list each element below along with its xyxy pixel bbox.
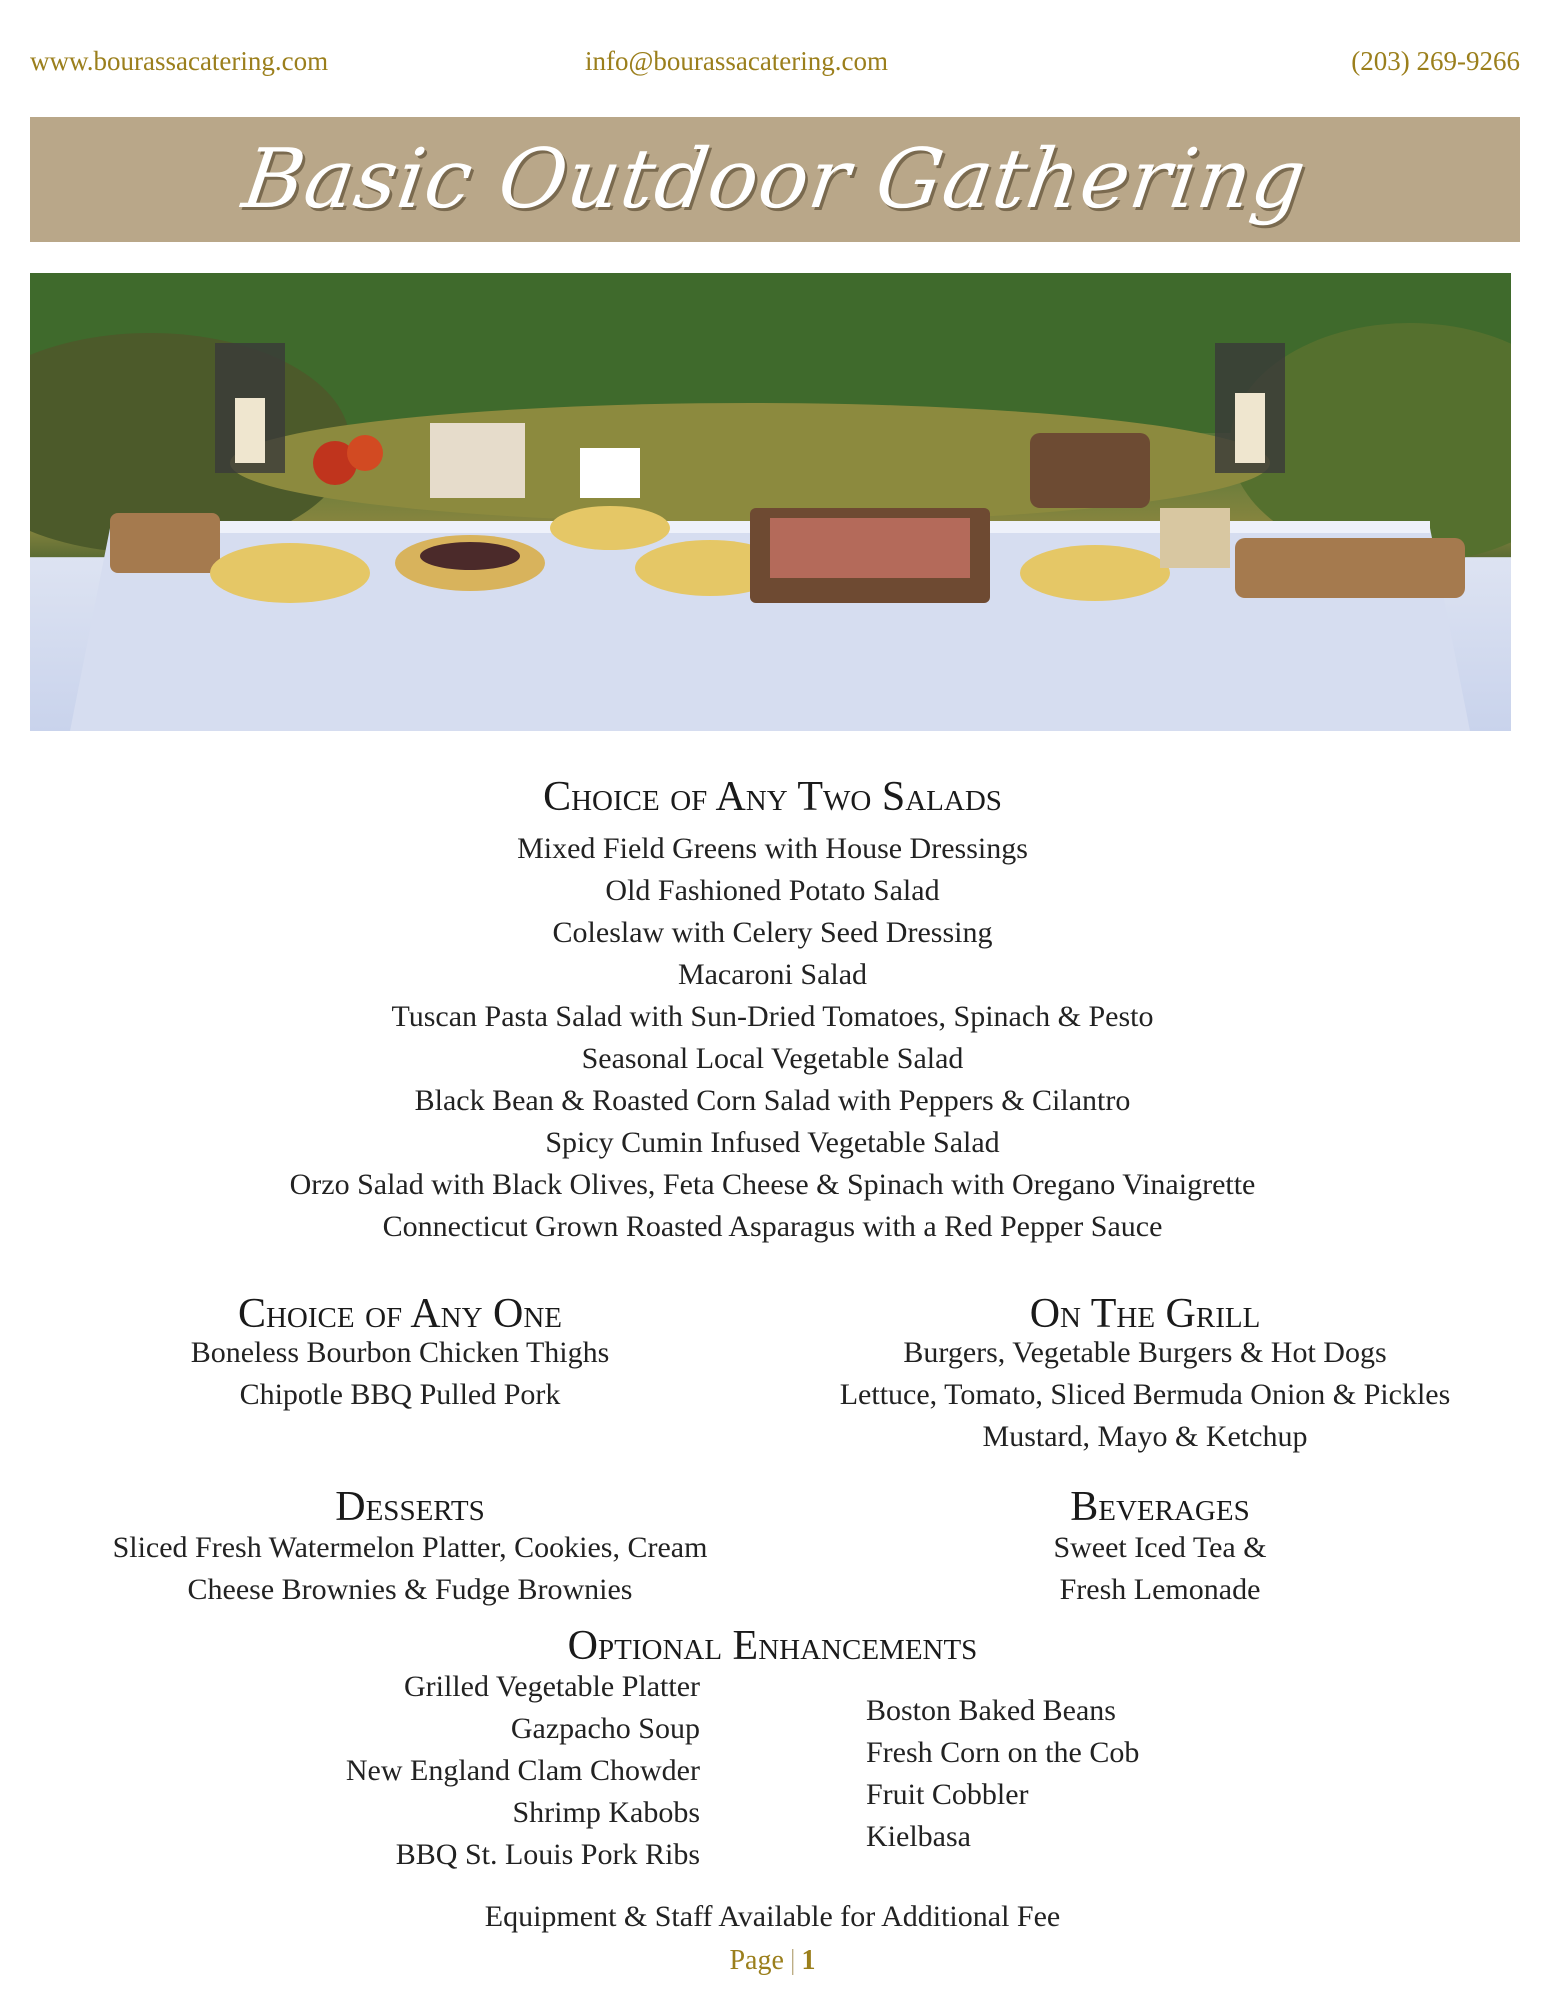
list-item: Gazpacho Soup bbox=[510, 1712, 700, 1745]
email-link[interactable]: info@bourassacatering.com bbox=[585, 46, 889, 76]
desserts-list bbox=[50, 1527, 770, 1611]
list-item: Sliced Fresh Watermelon Platter, Cookies, Cream bbox=[112, 1531, 708, 1564]
list-item: Coleslaw with Celery Seed Dressing bbox=[552, 916, 993, 949]
grill-heading: On The Grill bbox=[1029, 1291, 1261, 1337]
enhancements-list-right bbox=[866, 1690, 1316, 1858]
beverages-list bbox=[960, 1527, 1360, 1611]
beverages-heading: Beverages bbox=[1070, 1484, 1250, 1530]
list-item: Fresh Corn on the Cob bbox=[866, 1736, 1140, 1769]
page-number: 1 bbox=[801, 1945, 816, 1976]
list-item: Lettuce, Tomato, Sliced Bermuda Onion & Pickles bbox=[839, 1378, 1451, 1411]
flowers-2 bbox=[347, 435, 383, 471]
list-item: Fresh Lemonade bbox=[1059, 1573, 1261, 1606]
list-item: Burgers, Vegetable Burgers & Hot Dogs bbox=[903, 1336, 1387, 1369]
desserts-heading: Desserts bbox=[335, 1484, 485, 1530]
list-item: Old Fashioned Potato Salad bbox=[605, 874, 940, 907]
candle-left bbox=[235, 398, 265, 463]
salads-heading: Choice of Any Two Salads bbox=[543, 774, 1002, 820]
list-item: Mixed Field Greens with House Dressings bbox=[517, 832, 1028, 865]
napkin-box bbox=[430, 423, 525, 498]
bowl-1 bbox=[210, 543, 370, 603]
bowl-salad bbox=[1020, 545, 1170, 601]
phone-number[interactable]: (203) 269-9266 bbox=[1351, 46, 1520, 76]
list-item: Boneless Bourbon Chicken Thighs bbox=[190, 1336, 610, 1369]
buffet-photo bbox=[30, 273, 1511, 731]
grill-list bbox=[790, 1332, 1500, 1458]
list-item: Chipotle BBQ Pulled Pork bbox=[239, 1378, 561, 1411]
list-item: Sweet Iced Tea & bbox=[1053, 1531, 1267, 1564]
bread-basket bbox=[1030, 433, 1150, 508]
footer-note: Equipment & Staff Available for Additional Fee bbox=[484, 1900, 1061, 1933]
choice-one-list bbox=[80, 1332, 720, 1416]
list-item: Grilled Vegetable Platter bbox=[403, 1670, 700, 1703]
list-item: Orzo Salad with Black Olives, Feta Cheese & Spinach with Oregano Vinaigrette bbox=[289, 1168, 1256, 1201]
bowl-peppers bbox=[550, 506, 670, 550]
candle-right bbox=[1235, 393, 1265, 463]
website-link[interactable]: www.bourassacatering.com bbox=[30, 46, 329, 76]
list-item: Kielbasa bbox=[866, 1820, 971, 1853]
list-item: New England Clam Chowder bbox=[345, 1754, 700, 1787]
enhancements-heading: Optional Enhancements bbox=[567, 1623, 978, 1669]
basket-right bbox=[1235, 538, 1465, 598]
buffet-illustration bbox=[30, 273, 1511, 731]
page-title: Basic Outdoor Gathering bbox=[237, 132, 1313, 227]
list-item: BBQ St. Louis Pork Ribs bbox=[395, 1838, 700, 1871]
charcuterie bbox=[770, 518, 970, 578]
title-banner bbox=[30, 117, 1520, 242]
list-item: Spicy Cumin Infused Vegetable Salad bbox=[545, 1126, 1000, 1159]
list-item: Mustard, Mayo & Ketchup bbox=[982, 1420, 1308, 1453]
enhancements-list-left bbox=[250, 1666, 700, 1876]
page-label: Page bbox=[729, 1945, 784, 1976]
list-item: Boston Baked Beans bbox=[866, 1694, 1116, 1727]
list-item: Fruit Cobbler bbox=[866, 1778, 1029, 1811]
list-item: Tuscan Pasta Salad with Sun-Dried Tomatoes, Spinach & Pesto bbox=[391, 1000, 1154, 1033]
list-item: Macaroni Salad bbox=[677, 958, 868, 991]
olives bbox=[420, 542, 520, 570]
plates-stack bbox=[1160, 508, 1230, 568]
list-item: Connecticut Grown Roasted Asparagus with a Red Pepper Sauce bbox=[382, 1210, 1163, 1243]
salads-list bbox=[0, 828, 1545, 1248]
menu-sign bbox=[580, 448, 640, 498]
basket-left bbox=[110, 513, 220, 573]
page-separator: | bbox=[789, 1945, 796, 1976]
list-item: Cheese Brownies & Fudge Brownies bbox=[187, 1573, 633, 1606]
list-item: Shrimp Kabobs bbox=[512, 1796, 700, 1829]
choice-one-heading: Choice of Any One bbox=[237, 1291, 563, 1337]
list-item: Seasonal Local Vegetable Salad bbox=[581, 1042, 964, 1075]
page-indicator bbox=[0, 1945, 1545, 1977]
contact-bar bbox=[30, 46, 1520, 86]
list-item: Black Bean & Roasted Corn Salad with Peppers & Cilantro bbox=[414, 1084, 1131, 1117]
